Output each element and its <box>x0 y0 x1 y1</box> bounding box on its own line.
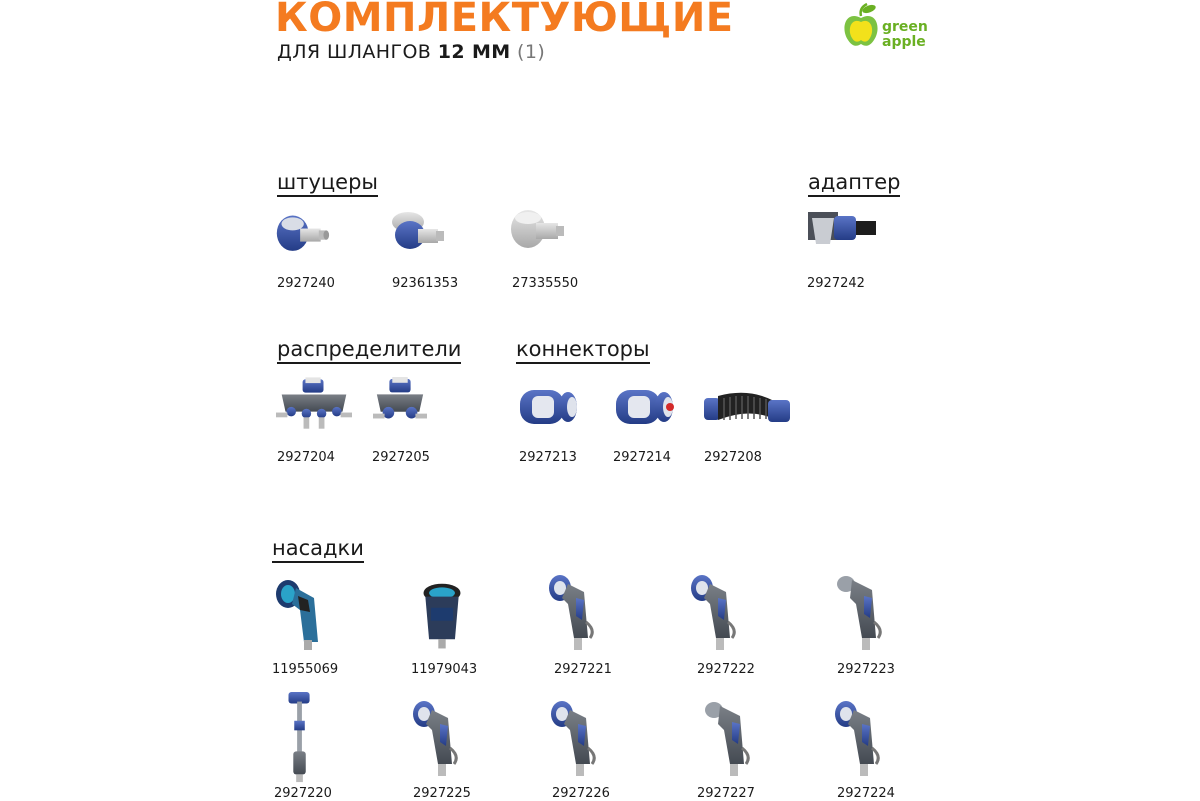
subtitle-page: (1) <box>517 41 546 63</box>
product-code: 2927223 <box>837 662 895 677</box>
product-code: 2927220 <box>274 786 332 801</box>
product-image-nozzle-7 <box>410 698 466 782</box>
product-code: 2927240 <box>277 276 335 291</box>
product-code: 2927221 <box>554 662 612 677</box>
section-title-adapter: адаптер <box>808 170 900 197</box>
product-code: 2927222 <box>697 662 755 677</box>
product-code: 2927226 <box>552 786 610 801</box>
product-image-connector-2 <box>612 384 676 430</box>
section-title-fittings: штуцеры <box>277 170 378 197</box>
product-code: 2927227 <box>697 786 755 801</box>
apple-icon <box>842 2 880 50</box>
product-code: 11955069 <box>272 662 339 677</box>
product-image-adapter <box>804 208 880 248</box>
logo-text-green: green <box>882 19 928 35</box>
product-code: 2927204 <box>277 450 335 465</box>
product-image-nozzle-6 <box>280 692 320 784</box>
product-code: 27335550 <box>512 276 579 291</box>
section-title-connectors: коннекторы <box>516 337 650 364</box>
product-code: 11979043 <box>411 662 478 677</box>
product-image-fitting-3 <box>508 206 568 258</box>
product-code: 92361353 <box>392 276 459 291</box>
product-code: 2927224 <box>837 786 895 801</box>
product-image-fitting-2 <box>388 208 448 258</box>
product-image-connector-1 <box>516 384 580 430</box>
product-image-fitting-1 <box>274 212 330 260</box>
subtitle-prefix: ДЛЯ ШЛАНГОВ <box>277 41 432 63</box>
green-apple-logo <box>842 2 932 52</box>
product-image-nozzle-2 <box>414 580 470 654</box>
product-image-hose-connector <box>702 388 792 428</box>
section-title-distributors: распределители <box>277 337 461 364</box>
product-code: 2927225 <box>413 786 471 801</box>
logo-text-apple: apple <box>882 34 926 50</box>
product-image-nozzle-1 <box>274 574 330 654</box>
page-title: КОМПЛЕКТУЮЩИЕ <box>275 0 734 41</box>
product-code: 2927205 <box>372 450 430 465</box>
subtitle-size: 12 ММ <box>437 41 511 63</box>
product-image-nozzle-8 <box>548 698 604 782</box>
product-image-nozzle-10 <box>832 698 888 782</box>
product-image-nozzle-9 <box>702 698 758 782</box>
product-image-nozzle-4 <box>688 572 744 656</box>
product-image-nozzle-3 <box>546 572 602 656</box>
product-image-nozzle-5 <box>834 572 890 656</box>
product-code: 2927213 <box>519 450 577 465</box>
product-image-distributor-2way <box>373 376 427 432</box>
product-code: 2927242 <box>807 276 865 291</box>
product-code: 2927214 <box>613 450 671 465</box>
page-subtitle <box>277 41 545 63</box>
product-code: 2927208 <box>704 450 762 465</box>
section-title-nozzles: насадки <box>272 536 364 563</box>
product-image-distributor-4way <box>276 376 352 432</box>
